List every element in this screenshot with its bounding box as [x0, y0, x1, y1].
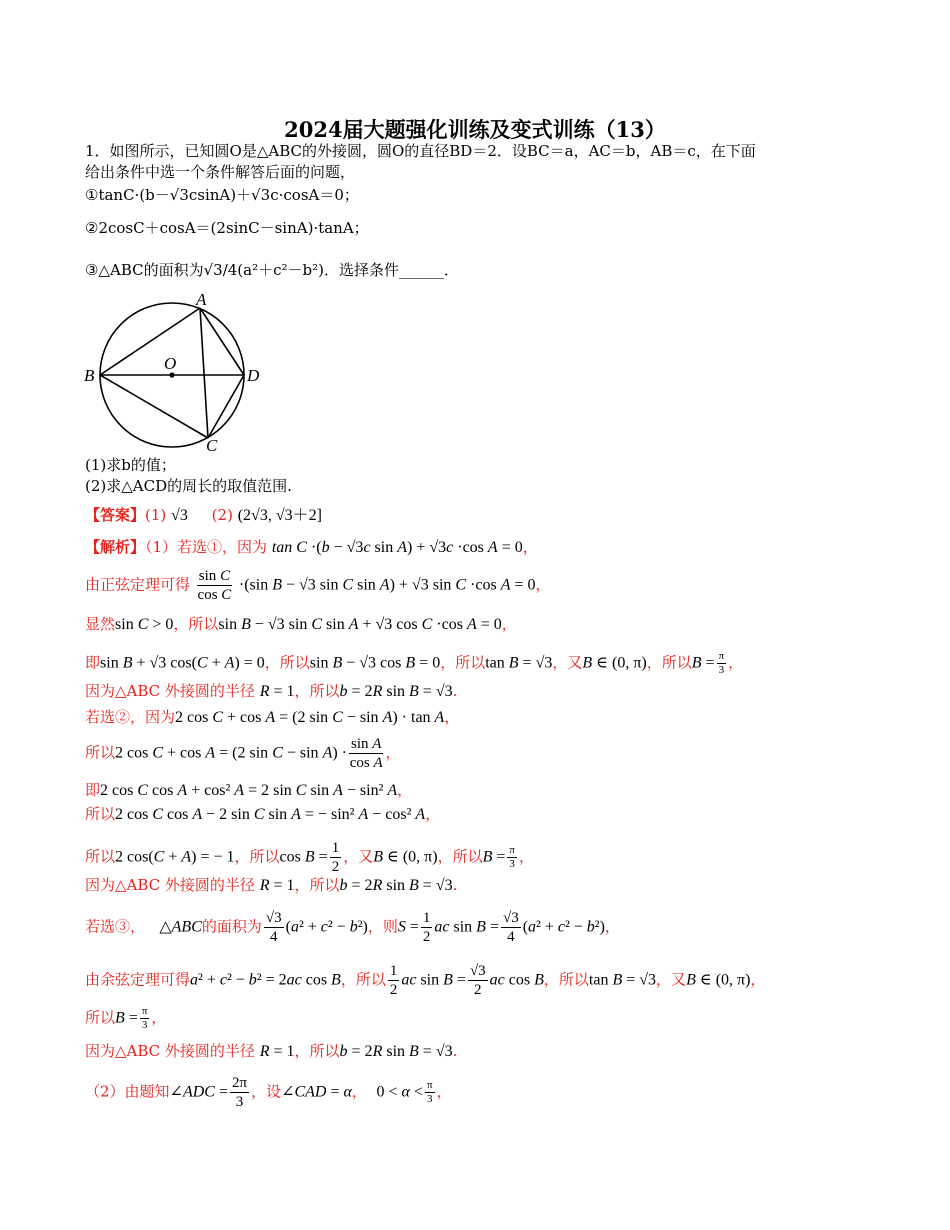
sub-question-2: (2)求△ACD的周长的取值范围. — [85, 477, 292, 495]
formula: 2 cos(C + A) = − 1 — [115, 848, 235, 866]
analysis-line-7: 所以2 cos C + cos A = (2 sin C − sin A) · $\frac{\text{sin A}}{\text{cos A}}$ ， — [85, 736, 401, 771]
analysis-text: ，所以 — [543, 970, 589, 989]
formula: b = 2R sin B = √3 — [339, 1043, 453, 1060]
analysis-text: ，所以 — [234, 847, 280, 866]
segment-ad — [200, 308, 244, 375]
formula: sin B − √3 sin C sin A + √3 cos C ·cos A = 0 — [218, 616, 502, 633]
formula: sin B + √3 cos(C + A) = 0 — [100, 654, 265, 672]
analysis-text: 显然 — [85, 615, 116, 633]
analysis-text: 即 — [85, 653, 101, 672]
analysis-line-12: 若选③， △ABC的面积为 $\frac{√3}{4}$ (a² + c² − b²)，则S = $\frac{1}{2}$ ac sin B = $\frac{√3}{4}$ (a² + c² − b²)， — [85, 910, 620, 945]
formula: ∠ADC = — [169, 1083, 228, 1101]
fraction: $\frac{\pi}{3}$ — [426, 1079, 433, 1105]
analysis-tag: 【解析】 — [85, 538, 146, 556]
formula: B ∈ (0, π) — [582, 654, 647, 672]
analysis-text: 由余弦定理可得 — [85, 970, 191, 989]
label-a: A — [196, 290, 207, 309]
formula: 2 cos C cos A + cos² A = 2 sin C sin A − sin² A — [100, 782, 398, 799]
formula: sin C > 0 — [115, 616, 174, 633]
analysis-line-10: 所以2 cos(C + A) = − 1，所以cos B = $\frac{1}{2}$ ，又B ∈ (0, π)，所以B = $\frac{\pi}{3}$ ， — [85, 840, 534, 875]
segment-dc — [208, 375, 244, 438]
sub-question-1: (1)求b的值； — [85, 456, 176, 474]
formula: 2 cos C + cos A = (2 sin C − sin A) · tan A — [175, 709, 445, 726]
question-intro-line-2: 给出条件中选一个条件解答后面的问题， — [85, 163, 356, 181]
analysis-text: 所以 — [85, 743, 116, 762]
formula: R = 1 — [259, 877, 295, 894]
analysis-text: ，所以 — [340, 970, 386, 989]
answer-line — [85, 505, 322, 526]
formula: B ∈ (0, π) — [373, 848, 438, 866]
label-b: B — [84, 366, 95, 385]
fraction: $\frac{\pi}{3}$ — [141, 1005, 148, 1031]
analysis-text: ，又 — [656, 970, 687, 989]
formula: ·(sin B − √3 sin C sin A) + √3 sin C ·cos A = 0 — [238, 576, 536, 594]
fraction: $\frac{\pi}{3}$ — [509, 844, 515, 870]
analysis-text: ，所以 — [440, 653, 486, 672]
analysis-line-11: 因为△ABC 外接圆的半径 R = 1，所以b = 2R sin B = √3. — [85, 876, 458, 894]
analysis-line-9: 所以2 cos C cos A − 2 sin C sin A = − sin² A − cos² A， — [85, 805, 441, 823]
formula: B = — [482, 848, 506, 866]
analysis-line-8: 即2 cos C cos A + cos² A = 2 sin C sin A − sin² A， — [85, 781, 413, 799]
analysis-text: 因为△ABC 外接圆的半径 — [85, 1042, 255, 1060]
analysis-line-4: 即sin B + √3 cos(C + A) = 0，所以sin B − √3 cos B = 0，所以tan B = √3，又B ∈ (0, π)，所以B = $\frac{\pi}{3}$ ， — [85, 650, 744, 676]
analysis-line-3: 显然sin C > 0，所以sin B − √3 sin C sin A + √3 cos C ·cos A = 0， — [85, 615, 517, 633]
question-intro-line-1: 1．如图所示，已知圆O是△ABC的外接圆，圆O的直径BD＝2．设BC＝a，AC＝b，AB＝c，在下面 — [85, 142, 756, 160]
formula: tan B = √3 — [588, 971, 657, 989]
circle-figure — [82, 288, 267, 453]
answer-part1-label: (1) — [145, 506, 167, 524]
analysis-text: ，则 — [367, 917, 398, 936]
formula: cos B = — [279, 848, 328, 866]
formula: B ∈ (0, π) — [686, 971, 751, 989]
segment-bc — [100, 375, 208, 438]
analysis-line-15: 因为△ABC 外接圆的半径 R = 1，所以b = 2R sin B = √3. — [85, 1042, 458, 1060]
label-c: C — [206, 436, 218, 453]
analysis-line-6: 若选②，因为2 cos C + cos A = (2 sin C − sin A) · tan A， — [85, 708, 460, 726]
analysis-text: ，所以 — [264, 653, 310, 672]
analysis-line-1: 【解析】（1）若选①，因为 tan C ·(b − √3c sin A) + √3c ·cos A = 0， — [85, 538, 538, 556]
label-o: O — [164, 354, 177, 373]
analysis-line-13: 由余弦定理可得a² + c² − b² = 2ac cos B，所以 $\frac{1}{2}$ ac sin B = $\frac{√3}{2}$ ac cos B，所以tan B = √3，又B ∈ (0, π)， — [85, 963, 766, 998]
analysis-text: 由正弦定理可得 — [85, 575, 191, 594]
formula: R = 1 — [259, 683, 295, 700]
fraction: $\frac{1}{2}$ — [422, 910, 431, 945]
analysis-text: （1）若选①，因为 — [145, 538, 268, 556]
answer-part2-label: (2) — [211, 506, 233, 524]
formula: ac cos B — [489, 971, 544, 989]
segment-ac — [200, 308, 208, 438]
condition-1: ①tanC·(b－√3csinA)＋√3c·cosA＝0； — [85, 186, 359, 204]
formula: ∠CAD = α — [281, 1083, 352, 1101]
analysis-text: 即 — [85, 781, 101, 799]
fraction: $\frac{√3}{4}$ — [265, 910, 282, 945]
label-d: D — [247, 366, 260, 385]
segment-ba — [100, 308, 200, 375]
analysis-text: ，所以 — [294, 682, 340, 700]
fraction: $\frac{\text{sin A}}{\text{cos A}}$ — [349, 736, 383, 771]
fraction: $\frac{\text{sin C}}{\text{cos C}}$ — [197, 568, 232, 603]
analysis-line-16: （2）由题知∠ADC = $\frac{2\pi}{3}$ ，设∠CAD = α， 0 < α < $\frac{\pi}{3}$ ， — [85, 1075, 452, 1110]
formula: B = — [115, 1009, 138, 1027]
fraction: $\frac{√3}{2}$ — [469, 963, 486, 998]
analysis-text: ，又 — [343, 847, 374, 866]
formula: a² + c² − b² = 2ac cos B — [190, 971, 341, 989]
analysis-line-14: 所以B = $\frac{\pi}{3}$ ， — [85, 1005, 167, 1031]
formula: sin B − √3 cos B = 0 — [309, 654, 441, 672]
formula: ac sin B = — [401, 971, 466, 989]
analysis-text: ，所以 — [173, 615, 219, 633]
analysis-text: ，所以 — [646, 653, 692, 672]
analysis-text: （2）由题知 — [85, 1082, 170, 1101]
formula: 2 cos C cos A − 2 sin C sin A = − sin² A − cos² A — [115, 806, 426, 823]
analysis-text: 若选②，因为 — [85, 708, 176, 726]
condition-2: ②2cosC＋cosA＝(2sinC－sinA)·tanA； — [85, 219, 369, 237]
fraction: $\frac{1}{2}$ — [331, 840, 340, 875]
analysis-text: ，设 — [251, 1082, 282, 1101]
formula: (a² + c² − b²) — [522, 918, 605, 936]
analysis-line-5: 因为△ABC 外接圆的半径 R = 1，所以b = 2R sin B = √3. — [85, 682, 458, 700]
analysis-text: 若选③， — [85, 917, 146, 936]
answer-tag: 【答案】 — [85, 506, 146, 524]
analysis-text: 的面积为 — [201, 917, 262, 936]
formula: 2 cos C + cos A = (2 sin C − sin A) · — [115, 744, 347, 762]
center-point — [169, 372, 174, 377]
formula: tan B = √3 — [485, 654, 553, 672]
analysis-text: 因为△ABC 外接圆的半径 — [85, 876, 255, 894]
analysis-text: 所以 — [85, 1008, 116, 1027]
analysis-text: ，所以 — [294, 876, 340, 894]
fraction: $\frac{2\pi}{3}$ — [231, 1075, 248, 1110]
formula: R = 1 — [259, 1043, 295, 1060]
condition-3: ③△ABC的面积为√3/4(a²＋c²－b²)．选择条件______． — [85, 261, 459, 279]
formula: tan C ·(b − √3c sin A) + √3c ·cos A = 0 — [271, 539, 523, 556]
formula: △ABC — [159, 918, 202, 936]
formula: b = 2R sin B = √3 — [339, 877, 453, 894]
formula: 0 < α < — [376, 1083, 423, 1101]
analysis-text: ，所以 — [294, 1042, 340, 1060]
analysis-line-2: 由正弦定理可得 $\frac{\text{sin C}}{\text{cos C}}$ ·(sin B − √3 sin C sin A) + √3 sin C ·cos A = 0， — [85, 568, 551, 603]
formula: (a² + c² − b²) — [285, 918, 368, 936]
fraction: $\frac{\pi}{3}$ — [718, 650, 725, 676]
formula: B = — [691, 654, 715, 672]
analysis-text: 因为△ABC 外接圆的半径 — [85, 682, 255, 700]
answer-part2-value: (2√3, √3＋2] — [237, 507, 322, 524]
analysis-text: 所以 — [85, 805, 116, 823]
formula: b = 2R sin B = √3 — [339, 683, 453, 700]
page-title: 2024届大题强化训练及变式训练（13） — [284, 117, 666, 142]
analysis-text: ，所以 — [437, 847, 483, 866]
analysis-text: ，又 — [552, 653, 583, 672]
fraction: $\frac{√3}{4}$ — [502, 910, 519, 945]
formula: ac sin B = — [434, 918, 499, 936]
analysis-text: 所以 — [85, 847, 116, 866]
fraction: $\frac{1}{2}$ — [389, 963, 398, 998]
answer-part1-value: √3 — [171, 507, 188, 524]
formula: S = — [397, 918, 419, 936]
